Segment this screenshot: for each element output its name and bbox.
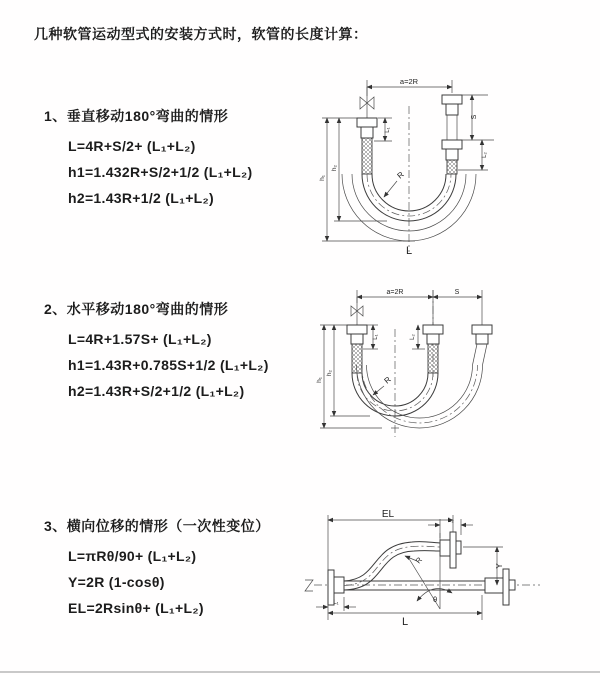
dim-label-s: S bbox=[454, 289, 460, 296]
braided-hose-section bbox=[352, 344, 362, 373]
formula-line: L=πRθ/90+ (L₁+L₂) bbox=[68, 548, 197, 564]
hose-straight-position bbox=[344, 569, 515, 605]
dim-label-h1: h₁ bbox=[316, 377, 323, 383]
dim-label-h2: h₂ bbox=[326, 369, 333, 377]
dim-label-l2: L₂ bbox=[482, 152, 488, 158]
valve-icon bbox=[360, 87, 374, 118]
dim-label-a2r: a=2R bbox=[399, 77, 419, 86]
radius-label: R bbox=[413, 555, 425, 566]
radius-label: R bbox=[382, 374, 393, 386]
formula-line: Y=2R (1-cosθ) bbox=[68, 574, 165, 590]
hose-fitting-middle bbox=[423, 325, 443, 373]
braided-hose-section bbox=[428, 344, 438, 373]
dim-label-el: EL bbox=[381, 509, 395, 520]
dim-label-l1: L₁ bbox=[373, 334, 379, 340]
hose-fitting-right-upper bbox=[442, 95, 462, 140]
dim-label-y: Y bbox=[495, 563, 504, 569]
angle-label: θ bbox=[433, 595, 438, 604]
dim-label-l1: L₁ bbox=[333, 600, 339, 606]
hose-fitting-right-moved bbox=[472, 325, 492, 365]
hose-u-bend bbox=[352, 365, 483, 428]
dim-label-a2r: a=2R bbox=[386, 289, 404, 296]
length-label: L bbox=[406, 245, 413, 257]
formula-line: h2=1.43R+1/2 (L₁+L₂) bbox=[68, 190, 215, 206]
radius-label: R bbox=[395, 169, 406, 181]
formula-line: EL=2Rsinθ+ (L₁+L₂) bbox=[68, 600, 204, 616]
section-heading: 2、水平移动180°弯曲的情形 bbox=[44, 301, 229, 317]
dim-label-h2: h₂ bbox=[331, 164, 338, 172]
page-edge-shadow bbox=[0, 671, 600, 673]
dim-label-l: L bbox=[402, 616, 409, 628]
formula-line: h1=1.432R+S/2+1/2 (L₁+L₂) bbox=[68, 164, 253, 180]
dim-label-l2: L₂ bbox=[410, 334, 416, 340]
section-horizontal-movement bbox=[44, 299, 269, 404]
section-lateral-displacement bbox=[44, 516, 270, 621]
formula-line: h1=1.43R+0.785S+1/2 (L₁+L₂) bbox=[68, 357, 269, 373]
pipe-break-symbol bbox=[305, 580, 313, 591]
dim-label-l1: L₁ bbox=[385, 127, 391, 133]
braided-hose-section bbox=[447, 160, 457, 174]
dim-label-h1: h₁ bbox=[319, 175, 326, 181]
braided-hose-section bbox=[362, 138, 372, 174]
section-vertical-movement bbox=[44, 106, 253, 211]
flange-top-right bbox=[440, 532, 461, 568]
diagram-vertical-180-bend bbox=[312, 66, 562, 266]
page-title: 几种软管运动型式的安装方式时，软管的长度计算： bbox=[34, 26, 368, 42]
formula-line: h2=1.43R+S/2+1/2 (L₁+L₂) bbox=[68, 383, 245, 399]
section-heading: 3、横向位移的情形（一次性变位） bbox=[44, 518, 270, 534]
hose-displaced-position bbox=[344, 542, 440, 590]
diagram-horizontal-180-bend bbox=[312, 285, 577, 450]
hose-fitting-right-lower bbox=[442, 140, 462, 174]
valve-icon bbox=[351, 297, 363, 325]
dim-label-l2: L₂ bbox=[448, 518, 454, 524]
section-heading: 1、垂直移动180°弯曲的情形 bbox=[44, 108, 229, 124]
hose-fitting-left bbox=[357, 118, 377, 174]
dim-label-s: S bbox=[471, 114, 478, 120]
diagram-lateral-displacement bbox=[300, 505, 585, 650]
formula-line: L=4R+S/2+ (L₁+L₂) bbox=[68, 138, 196, 154]
formula-line: L=4R+1.57S+ (L₁+L₂) bbox=[68, 331, 212, 347]
